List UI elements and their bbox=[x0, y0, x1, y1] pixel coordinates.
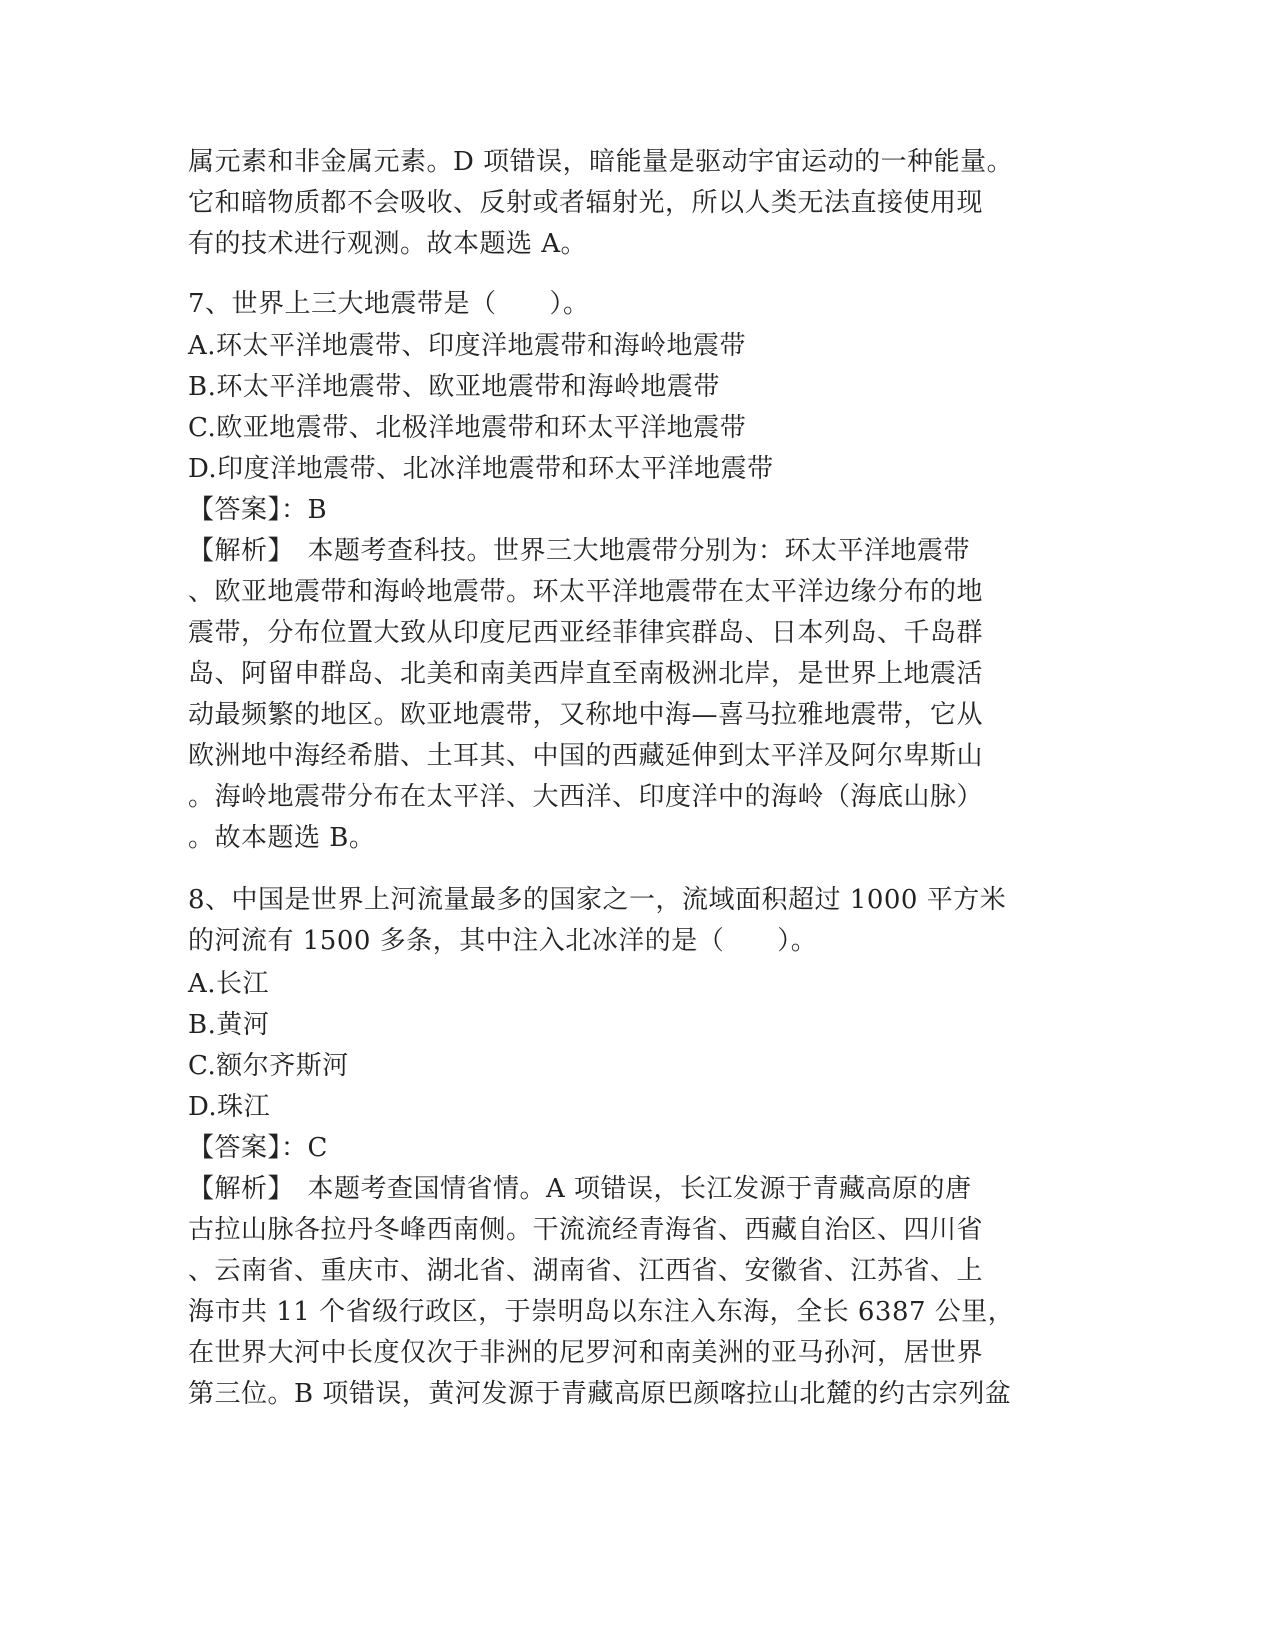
q7-option-c: C.欧亚地震带、北极洋地震带和环太平洋地震带 bbox=[188, 413, 747, 443]
q7-explanation-line-2: 、欧亚地震带和海岭地震带。环太平洋地震带在太平洋边缘分布的地 bbox=[188, 577, 984, 607]
q8-explanation-line-5: 在世界大河中长度仅次于非洲的尼罗河和南美洲的亚马孙河，居世界 bbox=[188, 1338, 984, 1368]
q7-explanation-line-6: 欧洲地中海经希腊、土耳其、中国的西藏延伸到太平洋及阿尔卑斯山 bbox=[188, 741, 984, 771]
q6-explanation-line-3: 有的技术进行观测。故本题选 A。 bbox=[188, 229, 588, 259]
q8-option-c: C.额尔齐斯河 bbox=[188, 1051, 349, 1081]
q7-question: 7、世界上三大地震带是（ ）。 bbox=[188, 289, 590, 319]
q7-explanation-line-3: 震带，分布位置大致从印度尼西亚经菲律宾群岛、日本列岛、千岛群 bbox=[188, 618, 984, 648]
q6-explanation-line-1: 属元素和非金属元素。D 项错误，暗能量是驱动宇宙运动的一种能量。 bbox=[188, 147, 1014, 177]
q8-explanation-line-1: 【解析】 本题考查国情省情。A 项错误，长江发源于青藏高原的唐 bbox=[188, 1174, 972, 1204]
q7-option-d: D.印度洋地震带、北冰洋地震带和环太平洋地震带 bbox=[188, 454, 774, 484]
q7-answer: 【答案】：B bbox=[188, 495, 328, 525]
q8-option-a: A.长江 bbox=[188, 969, 270, 999]
q8-question-line-1: 8、中国是世界上河流量最多的国家之一，流域面积超过 1000 平方米 bbox=[188, 885, 1007, 915]
q6-explanation-line-2: 它和暗物质都不会吸收、反射或者辐射光，所以人类无法直接使用现 bbox=[188, 188, 984, 218]
q8-explanation-line-4: 海市共 11 个省级行政区，于崇明岛以东注入东海，全长 6387 公里， bbox=[188, 1297, 1015, 1327]
q8-question-line-2: 的河流有 1500 多条，其中注入北冰洋的是（ ）。 bbox=[188, 926, 818, 956]
q8-option-b: B.黄河 bbox=[188, 1010, 270, 1040]
q8-option-d: D.珠江 bbox=[188, 1092, 271, 1122]
q7-explanation-line-7: 。海岭地震带分布在太平洋、大西洋、印度洋中的海岭（海底山脉） bbox=[188, 782, 984, 812]
q7-explanation-line-1: 【解析】 本题考查科技。世界三大地震带分别为：环太平洋地震带 bbox=[188, 536, 971, 566]
q8-answer: 【答案】：C bbox=[188, 1133, 328, 1163]
q7-explanation-line-8: 。故本题选 B。 bbox=[188, 823, 376, 853]
q8-explanation-line-2: 古拉山脉各拉丹冬峰西南侧。干流流经青海省、西藏自治区、四川省 bbox=[188, 1215, 984, 1245]
q7-option-a: A.环太平洋地震带、印度洋地震带和海岭地震带 bbox=[188, 331, 747, 361]
q7-explanation-line-5: 动最频繁的地区。欧亚地震带，又称地中海—喜马拉雅地震带，它从 bbox=[188, 700, 984, 730]
q8-explanation-line-3: 、云南省、重庆市、湖北省、湖南省、江西省、安徽省、江苏省、上 bbox=[188, 1256, 984, 1286]
q8-explanation-line-6: 第三位。B 项错误，黄河发源于青藏高原巴颜喀拉山北麓的约古宗列盆 bbox=[188, 1379, 1012, 1409]
q7-option-b: B.环太平洋地震带、欧亚地震带和海岭地震带 bbox=[188, 372, 720, 402]
q7-explanation-line-4: 岛、阿留申群岛、北美和南美西岸直至南极洲北岸，是世界上地震活 bbox=[188, 659, 984, 689]
